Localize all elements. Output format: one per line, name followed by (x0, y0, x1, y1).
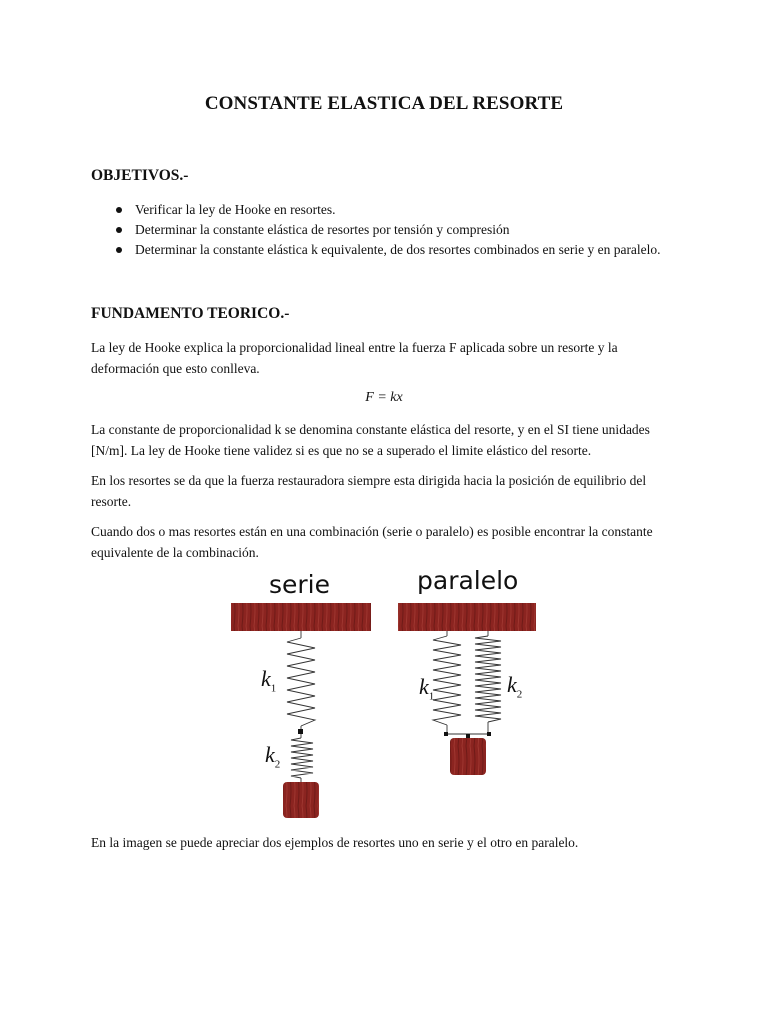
paralelo-ceiling (398, 603, 536, 631)
paralelo-mass (450, 738, 486, 775)
serie-ceiling (231, 603, 371, 631)
list-item: Determinar la constante elástica k equivalente, de dos resortes combinados en serie y en paralelo. (91, 240, 661, 260)
springs-figure (225, 566, 545, 826)
theory-paragraph-4: Cuando dos o mas resortes están en una combinación (serie o paralelo) es posible encontrar la constante equivalente de la combinación. (91, 524, 653, 560)
hooke-equation: F = kx (365, 390, 403, 405)
theory-heading: FUNDAMENTO TEORICO.- (91, 305, 290, 322)
figure-caption: En la imagen se puede apreciar dos ejemplos de resortes uno en serie y el otro en paralelo. (91, 835, 579, 850)
paralelo-k1-label: $k_1$ (419, 674, 435, 703)
serie-mass (283, 782, 319, 818)
paralelo-k2-label: $k_2$ (507, 672, 523, 701)
theory-paragraph-3: En los resortes se da que la fuerza restauradora siempre esta dirigida hacia la posición de equilibrio del resorte. (91, 473, 647, 509)
bullet-icon (116, 207, 122, 213)
serie-label: serie (269, 570, 331, 599)
serie-k2-label: $k_2$ (265, 742, 281, 771)
paralelo-connector-left (444, 732, 448, 736)
page-title: CONSTANTE ELASTICA DEL RESORTE (204, 93, 564, 114)
paralelo-spring-2 (475, 631, 501, 734)
serie-k1-label: $k_1$ (261, 666, 277, 695)
objectives-heading: OBJETIVOS.- (91, 167, 189, 184)
paralelo-connector-center (466, 734, 470, 738)
serie-spring-2 (291, 734, 313, 782)
list-item: Verificar la ley de Hooke en resortes. (91, 200, 661, 220)
serie-spring-1 (287, 631, 315, 732)
objectives-list (91, 200, 661, 260)
bullet-icon (116, 227, 122, 233)
paralelo-spring-1 (433, 631, 461, 734)
bullet-icon (116, 247, 122, 253)
paralelo-connector-right (487, 732, 491, 736)
theory-paragraph-1: La ley de Hooke explica la proporcionalidad lineal entre la fuerza F aplicada sobre un resorte y la deformación que esto conlleva. (91, 340, 618, 376)
springs-diagram (225, 566, 545, 826)
paralelo-label: paralelo (417, 566, 519, 595)
list-item: Determinar la constante elástica de resortes por tensión y compresión (91, 220, 661, 240)
theory-paragraph-2: La constante de proporcionalidad k se denomina constante elástica del resorte, y en el SI tiene unidades [N/m]. La ley de Hooke tiene validez si es que no se a superado el limite elástico del resorte. (91, 422, 650, 458)
serie-connector (298, 729, 303, 734)
